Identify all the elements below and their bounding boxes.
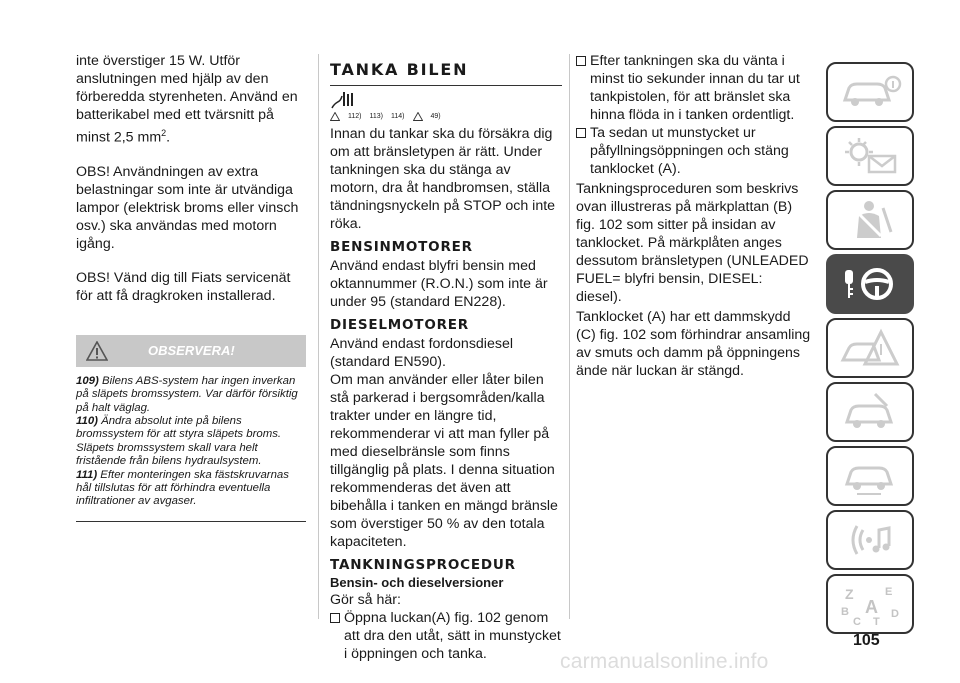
paragraph: Gör så här: <box>330 592 401 608</box>
lights-message-icon <box>835 134 905 178</box>
environment-icon <box>413 112 423 121</box>
heading-diesel: DIESELMOTORER <box>330 317 470 333</box>
notes-list <box>76 367 306 522</box>
warning-small-icon <box>330 112 340 121</box>
index-icon <box>835 581 905 627</box>
index-letter: T <box>873 616 880 627</box>
right-column <box>576 52 812 380</box>
maintenance-car-icon <box>835 390 905 434</box>
page-number: 105 <box>853 632 880 649</box>
watermark-footer: carmanualsonline.info <box>560 650 769 673</box>
chapter-tab-safety[interactable] <box>826 190 914 250</box>
paragraph: Använd endast fordonsdiesel (standard EN590). <box>330 336 513 370</box>
heading-petrol: BENSINMOTORER <box>330 239 473 255</box>
middle-column <box>330 52 562 663</box>
paragraph: Tanklocket (A) har ett dammskydd (C) fig. 102 som förhindrar ansamling av smuts och damm på öppningens ände när luckan är stängd. <box>576 309 811 379</box>
checkbox-bullet-icon <box>576 56 586 66</box>
multimedia-icon <box>835 518 905 562</box>
index-letter: C <box>853 616 861 627</box>
list-item: Efter tankningen ska du vänta i minst tio sekunder innan du tar ut tankpistolen, för att bränslet ska hinna flöda in i tanken ordentligt. <box>576 52 812 124</box>
chapter-tab-technical[interactable] <box>826 446 914 506</box>
note-item: 111) Efter monteringen ska fästskruvarnas hål tillslutas för att förhindra eventuella infiltrationer av avgaser. <box>76 468 289 508</box>
fuel-pump-icon <box>330 90 354 110</box>
safety-seatbelt-icon <box>835 198 905 242</box>
index-letter: D <box>891 608 899 620</box>
paragraph: Använd endast blyfri bensin med oktannummer (R.O.N.) som inte är under 95 (standard EN228). <box>330 258 548 310</box>
emergency-warning-icon <box>835 326 905 370</box>
note-item: 110) Ändra absolut inte på bilens bromssystem för att styra släpets broms. Släpets bromssystem skall vara helt fristående från bilens hydraulsystem. <box>76 414 282 468</box>
fuel-icon-row <box>330 90 562 110</box>
section-title: TANKA BILEN <box>330 60 562 86</box>
chapter-tab-maintenance[interactable] <box>826 382 914 442</box>
note-item: 109) Bilens ABS-system har ingen inverkan på släpets bromssystem. Var därför försiktig på halt väglag. <box>76 374 298 414</box>
heading-procedure: TANKNINGSPROCEDUR <box>330 557 516 573</box>
index-letter: Z <box>845 586 854 602</box>
chapter-tab-index[interactable] <box>826 574 914 634</box>
checkbox-bullet-icon <box>330 613 340 623</box>
warning-triangle-icon <box>86 341 108 361</box>
chapter-tab-multimedia[interactable] <box>826 510 914 570</box>
warning-title: OBSERVERA! <box>148 343 235 359</box>
list-item: Ta sedan ut munstycket ur påfyllningsöppningen och stäng tanklocket (A). <box>576 124 812 178</box>
left-column <box>76 52 306 522</box>
steering-key-icon <box>835 262 905 306</box>
ref: 114) <box>391 113 405 120</box>
ref: 49) <box>430 113 441 120</box>
index-letter: B <box>841 606 849 618</box>
chapter-tab-car[interactable] <box>826 62 914 122</box>
index-letter: E <box>885 586 893 598</box>
paragraph: inte överstiger 15 W. Utför anslutningen med hjälp av den förberedda styrenheten. Använd en batterikabel med ett tvärsnitt på minst 2,5 $mm^2$. <box>76 53 298 146</box>
list-item: Öppna luckan(A) fig. 102 genom att dra den utåt, sätt in munstycket i öppningen och tanka. <box>330 609 562 663</box>
column-divider <box>569 54 570 619</box>
column-divider <box>318 54 319 619</box>
checkbox-bullet-icon <box>576 128 586 138</box>
subheading: Bensin- och dieselversioner <box>330 575 504 590</box>
reference-list <box>330 112 562 121</box>
paragraph: Om man använder eller låter bilen stå parkerad i bergsområden/kalla trakter under en längre tid, rekommenderar vi att man fyller på med dieselbränsle som finns tillgänglig på plats. I denna situation rekommenderas det även att bibehålla i tanken en mängd bränsle som överstiger 50 % av den totala kapaciteten. <box>330 372 558 550</box>
paragraph: Tankningsproceduren som beskrivs ovan illustreras på märkplattan (B) fig. 102 som sitter på insidan av tanklocket. På märkplåten anges dessutom bränsletypen (UNLEADED FUEL= blyfri bensin, DIESEL: diesel). <box>576 181 809 305</box>
chapter-tab-starting[interactable] <box>826 254 914 314</box>
chapter-tab-emergency[interactable] <box>826 318 914 378</box>
paragraph: Innan du tankar ska du försäkra dig om att bränsletypen är rätt. Under tankningen ska du stänga av motorn, dra åt handbromsen, ställa tändningsnyckeln på STOP och inte röka. <box>330 126 556 232</box>
chapter-tab-lights[interactable] <box>826 126 914 186</box>
ref: 112) <box>348 113 362 120</box>
paragraph: OBS! Vänd dig till Fiats servicenät för att få dragkroken installerad. <box>76 269 291 304</box>
car-info-icon <box>835 70 905 114</box>
warning-header <box>76 335 306 367</box>
technical-data-icon <box>835 454 905 498</box>
index-letter: A <box>865 597 878 617</box>
paragraph: OBS! Användningen av extra belastningar som inte är utvändiga lampor (elektrisk broms eller vinsch osv.) ska användas med motorn igång. <box>76 163 299 252</box>
ref: 113) <box>369 113 383 120</box>
